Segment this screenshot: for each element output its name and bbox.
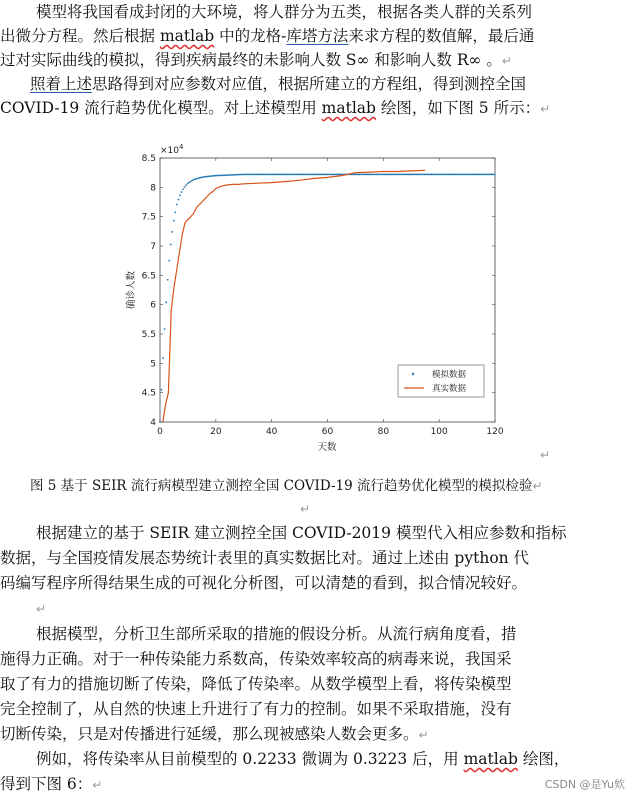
sim-data-point [242,174,244,176]
para2-line1 [30,74,526,94]
text: 出微分方程。然后根据 [0,27,160,45]
sim-data-point [429,174,431,176]
sim-data-point [323,174,325,176]
sim-data-point [419,174,421,176]
sim-data-point [205,176,207,178]
figure-caption [30,474,543,494]
sim-data-point [260,174,262,176]
sim-data-point [439,174,441,176]
sim-data-point [425,174,427,176]
caption-paragraph-mark [300,498,310,519]
sim-data-point [385,174,387,176]
sim-data-point [449,174,451,176]
sim-data-point [185,184,187,186]
sim-data-point [277,174,279,176]
sim-data-point [224,174,226,176]
sim-data-point [265,174,267,176]
sim-data-point [492,174,494,176]
y-tick-label: 8 [150,183,156,194]
sim-data-point [452,174,454,176]
watermark: CSDN @是Yu欸 [544,778,625,791]
sim-data-point [225,174,227,176]
sim-data-point [360,174,362,176]
sim-data-point [434,174,436,176]
sim-data-point [357,174,359,176]
text: 码编写程序所得结果生成的可视化分析图，可以清楚的看到，拟合情况较好。 [0,574,528,592]
sim-data-point [213,175,215,177]
sim-data-point [268,174,270,176]
legend-sim-marker [412,373,414,375]
sim-data-point [179,194,181,196]
x-tick-label: 40 [265,427,278,437]
sim-data-point [247,174,249,176]
text: 施得力正确。对于一种传染能力系数高，传染效率较高的病毒来说，我国采 [0,650,512,668]
sim-data-point [480,174,482,176]
sim-data-point [202,176,204,178]
sim-data-point [181,191,183,193]
sim-data-point [293,174,295,176]
sim-data-point [256,174,258,176]
text: 中的龙格- [214,27,287,45]
legend [398,365,484,397]
paragraph-mark: ↵ [418,728,429,742]
sim-data-point [319,174,321,176]
sim-data-point [365,174,367,176]
sim-data-point [471,174,473,176]
sim-data-point [416,174,418,176]
sim-data-point [239,174,241,176]
sim-data-point [463,174,465,176]
sim-data-point [303,174,305,176]
sim-data-point [337,174,339,176]
y-tick-label: 5.5 [141,330,156,340]
sim-data-point [462,174,464,176]
sim-data-point [391,174,393,176]
text: 模型将我国看成封闭的大环境，将人群分为五类，根据各类人群的关系列 [36,3,533,21]
sim-data-point [437,174,439,176]
para4-line5 [0,724,429,745]
sim-data-point [472,174,474,176]
sim-data-point [491,174,493,176]
sim-data-point [211,175,213,177]
sim-data-point [168,260,170,262]
sim-data-point [173,220,175,222]
empty-line [36,598,46,619]
text: 得到下图 6： [0,775,93,793]
sim-data-point [190,181,192,183]
x-axis-label: 天数 [317,442,337,453]
text: 绘图，如下图 5 所示： [375,99,541,117]
figure-paragraph-mark [540,444,550,465]
sim-data-point [354,174,356,176]
para4-line3 [0,674,512,694]
text: 数据，与全国疫情发展态势统计表里的真实数据比对。通过上述由 python 代 [0,549,530,567]
text: COVID-19 流行趋势优化模型。对上述模型用 [0,99,322,117]
para1-line2 [0,26,534,46]
sim-data-point [371,174,373,176]
sim-data-point [474,174,476,176]
sim-data-point [294,174,296,176]
x-tick-label: 20 [210,427,222,437]
sim-data-point [359,174,361,176]
sim-data-point [210,175,212,177]
sim-data-point [287,174,289,176]
sim-data-point [299,174,301,176]
sim-data-point [174,211,176,213]
sim-data-point [363,174,365,176]
sim-data-point [259,174,261,176]
sim-data-point [435,174,437,176]
sim-data-point [204,176,206,178]
sim-data-point [396,174,398,176]
sim-data-point [356,174,358,176]
y-tick-label: 5 [150,359,156,370]
sim-data-point [482,174,484,176]
text: 绘图， [517,750,570,768]
sim-data-point [257,174,259,176]
paragraph-mark: ↵ [540,448,551,462]
x-tick-label: 60 [321,427,334,437]
y-axis-label: 确诊人数 [126,270,137,310]
sim-data-point [457,174,459,176]
sim-data-point [219,175,221,177]
sim-data-point [460,174,462,176]
legend-real-label: 真实数据 [432,384,467,394]
sim-data-point [191,180,193,182]
sim-data-point [328,174,330,176]
paragraph-mark: ↵ [501,54,512,68]
sim-data-point [403,174,405,176]
sim-data-point [254,174,256,176]
sim-data-point [302,174,304,176]
sim-data-point [264,174,266,176]
para2-line2 [0,98,550,119]
sim-data-point [443,174,445,176]
sim-data-point [244,174,246,176]
sim-data-point [392,174,394,176]
sim-data-point [412,174,414,176]
sim-data-point [248,174,250,176]
x-tick-label: 0 [157,427,163,437]
sim-data-point [314,174,316,176]
sim-data-point [426,174,428,176]
sim-data-point [311,174,313,176]
sim-data-point [366,174,368,176]
sim-data-point [162,357,164,359]
sim-data-point [251,174,253,176]
text: 根据模型，分析卫生部所采取的措施的假设分析。从流行病角度看，措 [36,625,517,643]
y-tick-label: 4 [150,418,156,428]
sim-data-point [428,174,430,176]
sim-data-point [465,174,467,176]
sim-data-point [167,279,169,281]
sim-data-point [285,174,287,176]
sim-data-point [362,174,364,176]
sim-data-point [448,174,450,176]
sim-data-point [196,178,198,180]
matlab-word: matlab [463,750,518,768]
figure-5-chart [120,140,540,462]
sim-data-point [478,174,480,176]
method-word: 库塔方法 [286,27,349,45]
sim-data-point [388,174,390,176]
y-tick-label: 6.5 [141,271,156,282]
sim-data-point [368,174,370,176]
sim-data-point [386,174,388,176]
text: 思路得到对应参数对应值，根据所建立的方程组，得到测控全国 [92,75,527,93]
sim-data-point [271,174,273,176]
sim-data-point [165,301,167,303]
sim-data-point [399,174,401,176]
sim-data-point [282,174,284,176]
y-tick-label: 7.5 [141,212,156,223]
para5-line2 [0,774,102,795]
sim-data-point [231,174,233,176]
y-multiplier: $\times 10^4$ [160,143,184,156]
sim-data-point [440,174,442,176]
sim-data-point [320,174,322,176]
sim-data-point [405,174,407,176]
text: 取了有力的措施切断了传染，降低了传染率。从数学模型上看，将传染模型 [0,675,512,693]
para4-line1 [36,624,517,644]
sim-data-point [170,244,172,246]
sim-data-point [394,174,396,176]
text: 例如，将传染率从目前模型的 0.2233 微调为 0.3223 后，用 [36,750,464,768]
sim-data-point [454,174,456,176]
sim-data-point [253,174,255,176]
sim-data-point [279,174,281,176]
sim-data-point [336,174,338,176]
paragraph-mark: ↵ [532,479,543,493]
para3-line3 [0,573,527,593]
sim-data-point [273,174,275,176]
sim-data-point [313,174,315,176]
sim-data-point [477,174,479,176]
sim-data-point [331,174,333,176]
sim-data-point [326,174,328,176]
para1-line3 [0,50,512,71]
sim-data-point [222,174,224,176]
x-tick-label: 100 [430,427,448,437]
paragraph-mark: ↵ [92,778,103,792]
sim-data-point [297,174,299,176]
sim-data-point [411,174,413,176]
underlined-phrase: 照着上述 [30,75,93,93]
sim-data-point [214,175,216,177]
matlab-word: matlab [159,27,215,45]
text: 来求方程的数值解，最后通 [348,27,535,45]
sim-data-point [333,174,335,176]
sim-data-point [217,175,219,177]
sim-data-point [182,188,184,190]
sim-data-point [379,174,381,176]
sim-data-point [420,174,422,176]
sim-data-point [316,174,318,176]
sim-data-point [489,174,491,176]
sim-data-point [423,174,425,176]
sim-data-point [445,174,447,176]
sim-data-point [288,174,290,176]
para3-line1 [36,523,566,543]
sim-data-point [442,174,444,176]
sim-data-point [432,174,434,176]
sim-data-point [184,186,186,188]
sim-data-point [159,421,161,423]
sim-data-point [221,174,223,176]
sim-data-point [176,204,178,206]
sim-data-point [446,174,448,176]
sim-data-point [207,176,209,178]
sim-data-point [380,174,382,176]
sim-data-point [325,174,327,176]
para3-line2 [0,548,529,568]
sim-data-point [234,174,236,176]
sim-data-point [383,174,385,176]
sim-data-point [300,174,302,176]
sim-data-point [270,174,272,176]
sim-data-point [240,174,242,176]
sim-data-point [389,174,391,176]
sim-data-point [187,183,189,185]
sim-data-point [193,179,195,181]
para1-line1 [36,2,532,22]
sim-data-point [274,174,276,176]
sim-data-point [230,174,232,176]
sim-data-point [334,174,336,176]
sim-data-point [201,177,203,179]
y-tick-label: 7 [150,242,156,252]
text: 切断传染，只是对传播进行延缓，那么现被感染人数会更多。 [0,725,419,743]
sim-data-point [310,174,312,176]
sim-data-point [216,175,218,177]
text: 过对实际曲线的模拟，得到疾病最终的未影响人数 S∞ 和影响人数 R∞ 。 [0,51,502,69]
sim-data-point [459,174,461,176]
sim-data-point [483,174,485,176]
sim-data-point [308,174,310,176]
sim-data-point [291,174,293,176]
caption-text: 图 5 基于 SEIR 流行病模型建立测控全国 COVID-19 流行趋势优化模型的模拟检验 [30,478,533,494]
sim-data-point [468,174,470,176]
sim-data-point [431,174,433,176]
sim-data-point [227,174,229,176]
sim-data-point [414,174,416,176]
sim-data-point [194,178,196,180]
sim-data-point [455,174,457,176]
sim-data-point [373,174,375,176]
sim-data-point [409,174,411,176]
sim-data-point [485,174,487,176]
sim-data-point [178,199,180,201]
paragraph-mark: ↵ [300,502,311,516]
sim-data-point [466,174,468,176]
sim-data-point [402,174,404,176]
sim-data-point [245,174,247,176]
para4-line4 [0,699,512,719]
para4-line2 [0,649,512,669]
sim-data-point [280,174,282,176]
x-tick-label: 80 [377,427,390,437]
para5-line1 [36,749,569,769]
sim-data-point [494,174,496,176]
sim-data-point [233,174,235,176]
sim-data-point [296,174,298,176]
sim-data-point [488,174,490,176]
sim-data-point [330,174,332,176]
paragraph-mark: ↵ [540,102,551,116]
sim-data-point [161,389,163,391]
sim-data-point [376,174,378,176]
sim-data-point [475,174,477,176]
sim-data-point [408,174,410,176]
sim-data-point [171,231,173,233]
sim-data-point [267,174,269,176]
sim-data-point [417,174,419,176]
sim-data-point [406,174,408,176]
text: 完全控制了，从自然的快速上升进行了有力的控制。如果不采取措施，没有 [0,700,512,718]
paragraph-mark: ↵ [36,602,47,616]
sim-data-point [290,174,292,176]
sim-data-point [197,177,199,179]
sim-data-point [377,174,379,176]
sim-data-point [322,174,324,176]
text: 根据建立的基于 SEIR 建立测控全国 COVID-2019 模型代入相应参数和指标 [36,524,567,542]
sim-data-point [199,177,201,179]
sim-data-point [422,174,424,176]
sim-data-point [317,174,319,176]
sim-data-point [276,174,278,176]
y-tick-label: 6 [150,300,156,311]
matlab-word: matlab [321,99,376,117]
sim-data-point [374,174,376,176]
sim-data-point [228,174,230,176]
sim-data-point [188,182,190,184]
sim-data-point [469,174,471,176]
sim-data-point [382,174,384,176]
sim-data-point [486,174,488,176]
x-tick-label: 120 [486,427,504,437]
sim-data-point [369,174,371,176]
sim-data-point [397,174,399,176]
sim-data-point [236,174,238,176]
sim-data-point [451,174,453,176]
sim-data-point [164,328,166,330]
y-tick-label: 4.5 [141,388,156,399]
sim-data-point [237,174,239,176]
sim-data-point [208,175,210,177]
sim-data-point [262,174,264,176]
sim-data-point [307,174,309,176]
y-tick-label: 8.5 [141,154,156,164]
sim-data-point [250,174,252,176]
sim-data-point [339,174,341,176]
sim-data-point [400,174,402,176]
legend-sim-label: 模拟数据 [432,370,467,380]
sim-data-point [305,174,307,176]
sim-data-point [283,174,285,176]
